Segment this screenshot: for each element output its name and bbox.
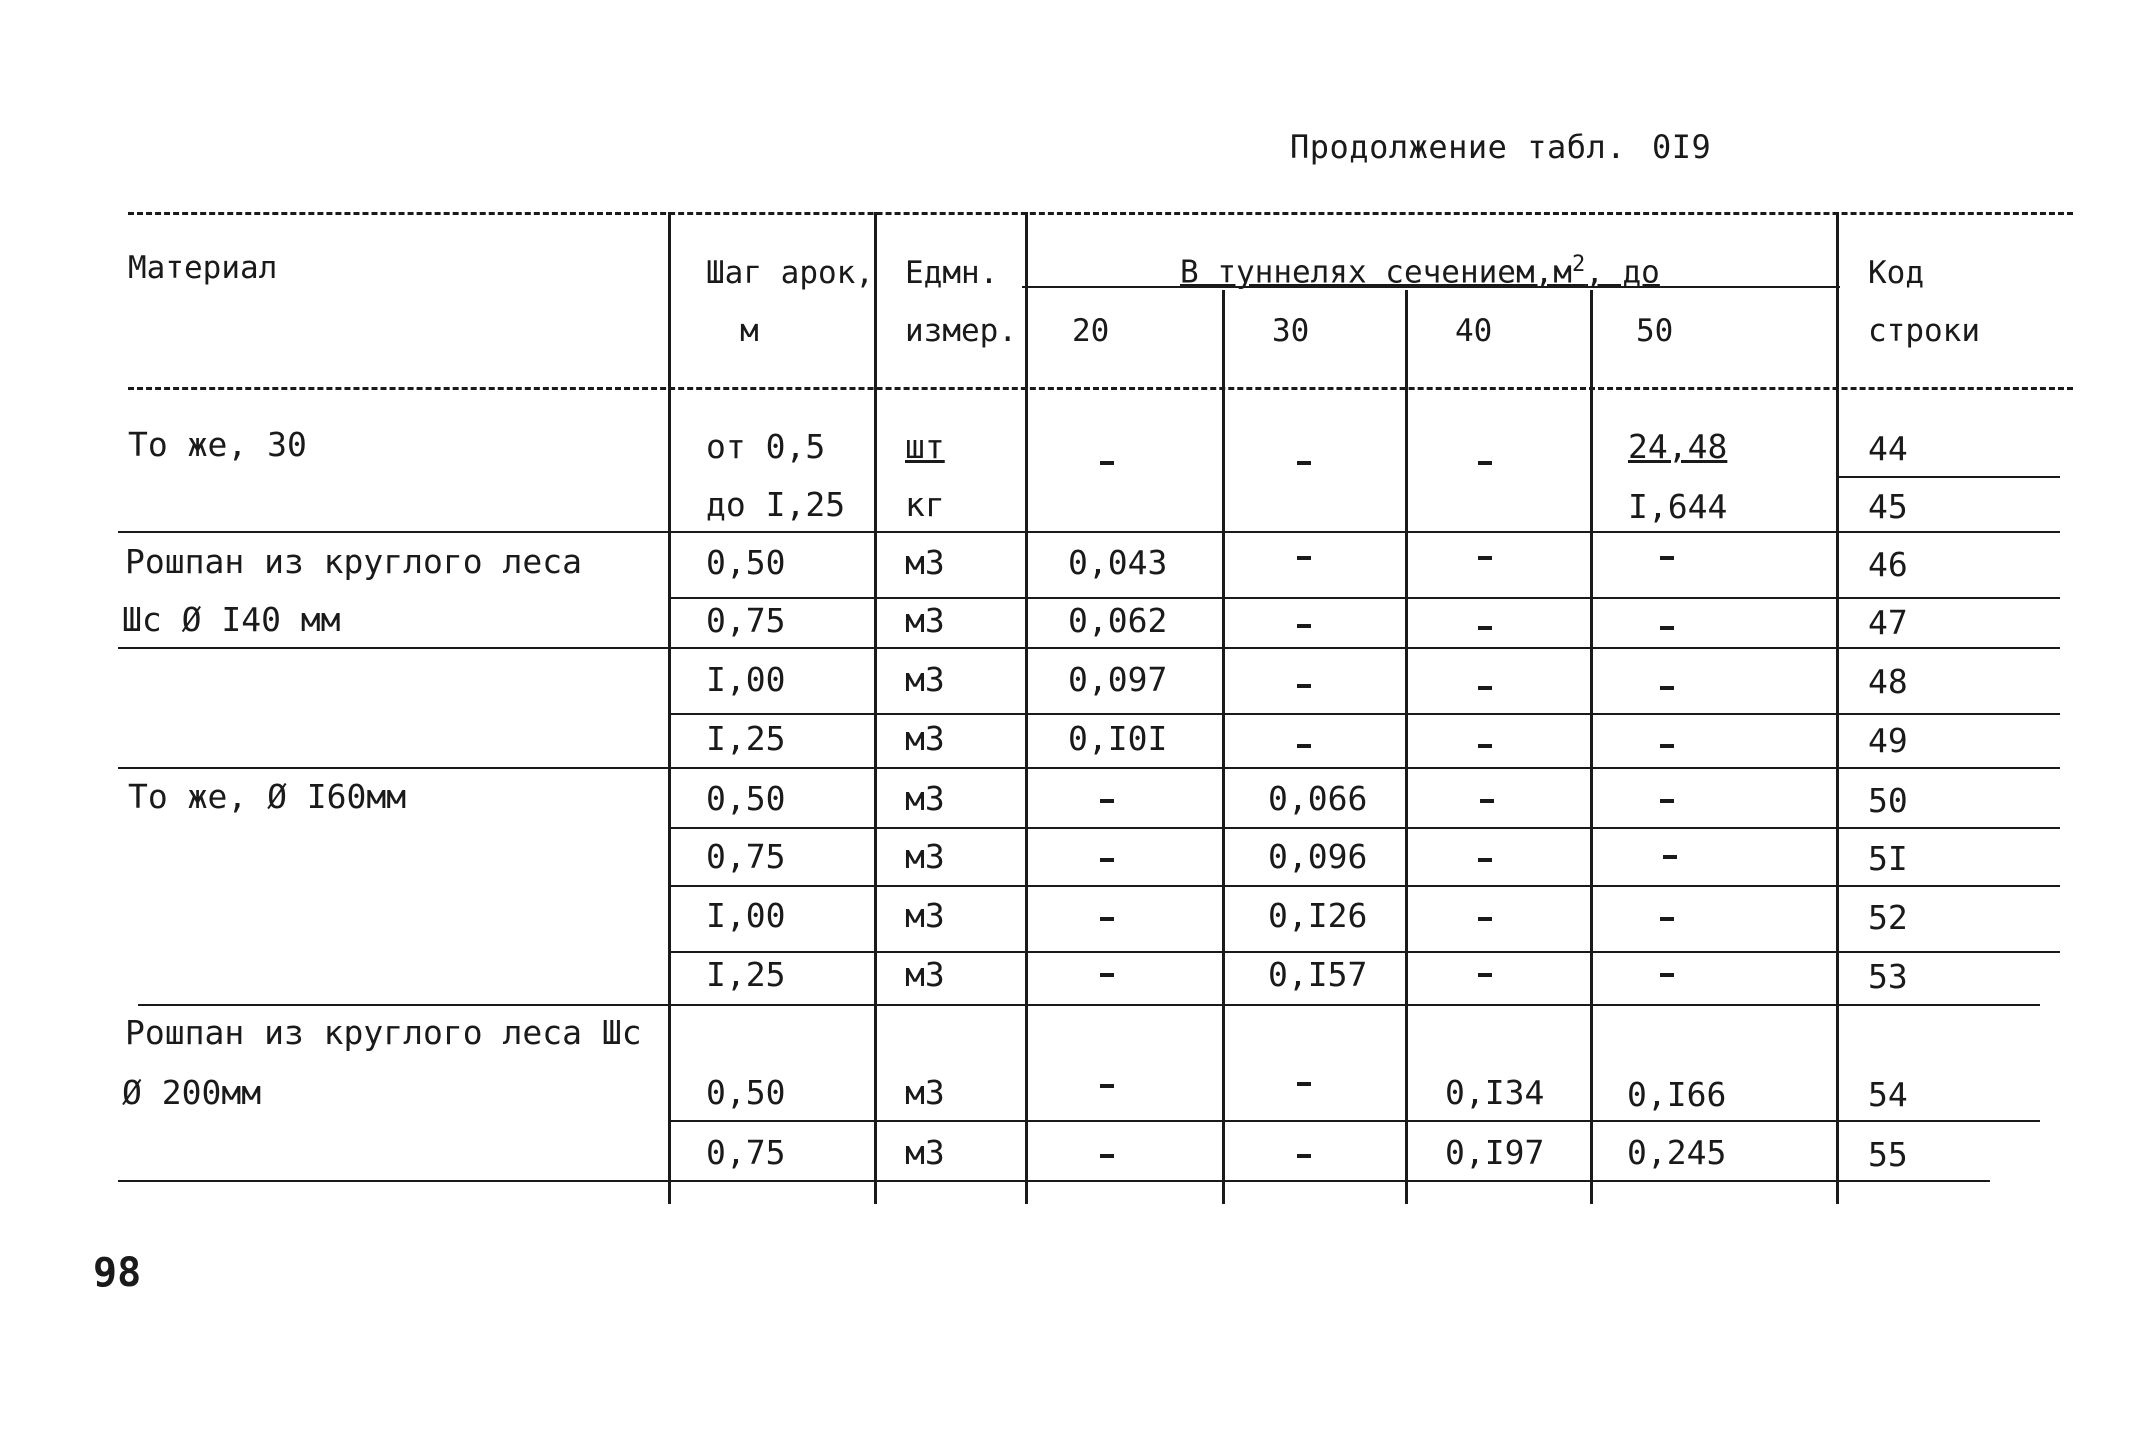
row-44-v20-dash: [1100, 461, 1114, 465]
row-53-step: I,25: [706, 955, 786, 994]
row-53-unit: м3: [905, 955, 945, 994]
row-51-v50-dash: [1663, 855, 1677, 859]
row-46-v20: 0,043: [1068, 543, 1168, 582]
table-caption: [1290, 128, 1711, 166]
row-54-unit: м3: [905, 1073, 945, 1112]
header-unit-line2: измер.: [905, 313, 1017, 349]
row-46-v30-dash: [1297, 556, 1311, 560]
row-49-v50-dash: [1660, 744, 1674, 748]
row-55-v30-dash: [1297, 1154, 1311, 1158]
row-50-v20-dash: [1100, 799, 1114, 803]
row-45-code: 45: [1868, 487, 1908, 526]
col-rule-30: [1222, 290, 1225, 1204]
header-step-line2: м: [740, 313, 759, 349]
row-48-unit: м3: [905, 660, 945, 699]
row-55-v50: 0,245: [1627, 1133, 1727, 1172]
col-rule-unit: [874, 212, 877, 1204]
row-47-unit: м3: [905, 601, 945, 640]
row-48-step: I,00: [706, 660, 786, 699]
row-54-v40: 0,I34: [1445, 1073, 1545, 1112]
row-51-step: 0,75: [706, 837, 786, 876]
row-52-v40-dash: [1478, 917, 1492, 921]
row-53-v40-dash: [1478, 973, 1492, 977]
page-number: 98: [93, 1250, 142, 1296]
row-50-v40-dash: [1480, 799, 1494, 803]
row-54-v50: 0,I66: [1627, 1075, 1727, 1114]
header-material: Материал: [128, 250, 278, 286]
row-45-v50: I,644: [1628, 487, 1728, 526]
rule-after-50: [668, 827, 2060, 829]
row-51-v30: 0,096: [1268, 837, 1368, 876]
row-51-unit: м3: [905, 837, 945, 876]
row-46-step: 0,50: [706, 543, 786, 582]
section-title-sup: 2: [1571, 252, 1586, 277]
col-rule-20: [1025, 212, 1028, 1204]
row-50-step: 0,50: [706, 779, 786, 818]
row-46-material: Рошпан из круглого леса: [125, 542, 582, 581]
header-col-50: 50: [1636, 313, 1674, 349]
row-46-v50-dash: [1660, 556, 1674, 560]
section-title-text: В туннелях сечением,м: [1180, 254, 1572, 291]
row-51-code: 5I: [1868, 839, 1908, 878]
row-50-code: 50: [1868, 781, 1908, 820]
row-49-step: I,25: [706, 719, 786, 758]
col-rule-40: [1405, 290, 1408, 1204]
row-54-material-line1: Рошпан из круглого леса Шс: [125, 1013, 642, 1052]
header-col-20: 20: [1072, 313, 1110, 349]
row-47-v30-dash: [1297, 624, 1311, 628]
row-53-v50-dash: [1660, 973, 1674, 977]
rule-after-49: [118, 767, 2060, 769]
header-code-line1: Код: [1868, 255, 1924, 291]
header-col-40: 40: [1455, 313, 1493, 349]
row-47-material: Шс Ø I40 мм: [122, 600, 341, 639]
row-47-v50-dash: [1660, 626, 1674, 630]
table-number: 0I9: [1652, 128, 1712, 166]
header-bottom-rule: [128, 387, 2073, 390]
row-47-step: 0,75: [706, 601, 786, 640]
header-unit-line1: Едмн.: [905, 255, 999, 291]
row-52-code: 52: [1868, 898, 1908, 937]
row-48-v40-dash: [1478, 686, 1492, 690]
rule-44-45: [1836, 476, 2060, 478]
row-49-v30-dash: [1297, 744, 1311, 748]
col-rule-50: [1590, 290, 1593, 1204]
row-44-v50: 24,48: [1628, 427, 1728, 466]
header-col-30: 30: [1272, 313, 1310, 349]
row-52-v50-dash: [1660, 917, 1674, 921]
row-53-code: 53: [1868, 957, 1908, 996]
row-46-v40-dash: [1478, 556, 1492, 560]
row-47-v40-dash: [1478, 626, 1492, 630]
row-47-v20: 0,062: [1068, 601, 1168, 640]
row-55-v40: 0,I97: [1445, 1133, 1545, 1172]
row-55-v20-dash: [1100, 1154, 1114, 1158]
rule-after-47: [118, 647, 2060, 649]
row-46-code: 46: [1868, 545, 1908, 584]
row-55-step: 0,75: [706, 1133, 786, 1172]
row-44-material: То же, 30: [128, 425, 307, 464]
header-section-title: [1180, 252, 1660, 290]
row-54-v20-dash: [1100, 1084, 1114, 1088]
row-52-step: I,00: [706, 896, 786, 935]
row-54-code: 54: [1868, 1075, 1908, 1114]
row-54-step: 0,50: [706, 1073, 786, 1112]
section-title-suffix: , до: [1585, 254, 1660, 291]
header-step-line1: Шаг арок,: [706, 255, 874, 291]
row-50-v50-dash: [1660, 799, 1674, 803]
col-rule-code: [1836, 212, 1839, 1204]
row-55-code: 55: [1868, 1135, 1908, 1174]
rule-after-45: [118, 531, 2060, 533]
row-48-v50-dash: [1660, 686, 1674, 690]
rule-after-48: [668, 713, 2060, 715]
row-53-v30: 0,I57: [1268, 955, 1368, 994]
row-52-v20-dash: [1100, 917, 1114, 921]
row-44-code: 44: [1868, 429, 1908, 468]
row-49-v20: 0,I0I: [1068, 719, 1168, 758]
rule-after-55: [118, 1180, 1990, 1182]
row-44-v40-dash: [1478, 461, 1492, 465]
header-top-rule: [128, 212, 2073, 215]
col-rule-step: [668, 212, 671, 1204]
rule-after-51: [668, 885, 2060, 887]
row-54-v30-dash: [1297, 1082, 1311, 1086]
row-55-unit: м3: [905, 1133, 945, 1172]
row-54-material-line2: Ø 200мм: [122, 1073, 262, 1112]
row-45-step: до I,25: [706, 485, 846, 524]
row-44-unit: шт: [905, 427, 945, 466]
row-53-v20-dash: [1100, 973, 1114, 977]
row-48-v30-dash: [1297, 684, 1311, 688]
row-44-step: от 0,5: [706, 427, 826, 466]
row-50-unit: м3: [905, 779, 945, 818]
row-50-material: То же, Ø I60мм: [128, 777, 407, 816]
caption-text: Продолжение табл.: [1290, 128, 1627, 166]
row-52-v30: 0,I26: [1268, 896, 1368, 935]
rule-after-53: [138, 1004, 2040, 1006]
row-48-v20: 0,097: [1068, 660, 1168, 699]
rule-after-54: [668, 1120, 2040, 1122]
row-46-unit: м3: [905, 543, 945, 582]
rule-after-46: [668, 597, 2060, 599]
row-48-code: 48: [1868, 662, 1908, 701]
row-47-code: 47: [1868, 603, 1908, 642]
row-45-unit: кг: [905, 485, 945, 524]
header-span-rule: [1022, 286, 1840, 288]
row-49-code: 49: [1868, 721, 1908, 760]
row-51-v40-dash: [1478, 858, 1492, 862]
rule-after-52: [668, 951, 2060, 953]
row-49-v40-dash: [1478, 744, 1492, 748]
row-52-unit: м3: [905, 896, 945, 935]
row-44-v30-dash: [1297, 461, 1311, 465]
header-code-line2: строки: [1868, 313, 1980, 349]
row-50-v30: 0,066: [1268, 779, 1368, 818]
row-51-v20-dash: [1100, 858, 1114, 862]
row-49-unit: м3: [905, 719, 945, 758]
